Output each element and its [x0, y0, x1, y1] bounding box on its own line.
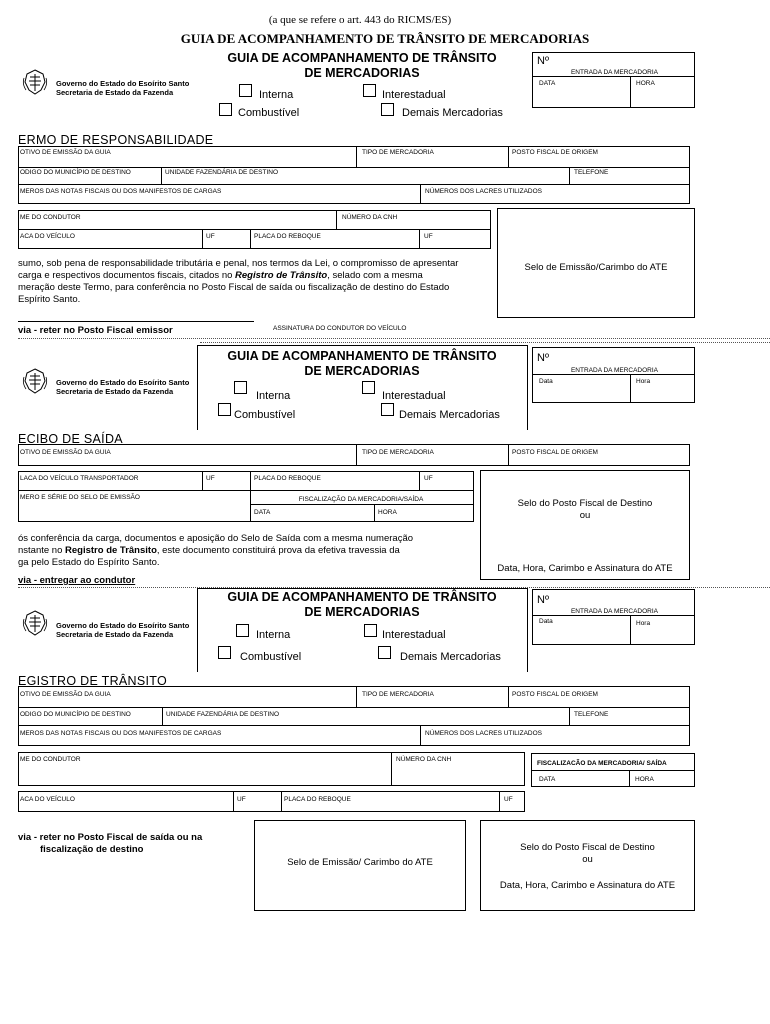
data-up-label-p3: DATA: [539, 776, 556, 783]
section-recibo-saida: ECIBO DE SAÍDA: [18, 432, 123, 446]
state-coat-of-arms-icon-3: [22, 609, 48, 637]
hora-label-p2: Hora: [636, 378, 651, 385]
interestadual-label: Interestadual: [382, 89, 446, 101]
row-placa-p3: [18, 791, 525, 812]
uf-label: UF: [206, 233, 215, 240]
tipo-label-p3: TIPO DE MERCADORIA: [362, 691, 434, 698]
interna-checkbox-p3[interactable]: [236, 624, 249, 637]
hora-label-p3: Hora: [636, 620, 651, 627]
selo-destino-line-3-p3: Data, Hora, Carimbo e Assinatura do ATE: [499, 880, 676, 891]
entrada-label-p2: ENTRADA DA MERCADORIA: [570, 367, 659, 374]
state-coat-of-arms-icon: [22, 68, 48, 96]
gov-line-2-p2: Secretaria de Estado da Fazenda: [56, 387, 174, 396]
termo-line-2c: , selado com a mesma: [327, 270, 423, 281]
demais-mercadorias-label-p2: Demais Mercadorias: [399, 409, 500, 421]
selo-emissao-label: Selo de Emissão/Carimbo do ATE: [524, 262, 668, 273]
data-label-p2: Data: [539, 378, 553, 385]
selo-destino-line-1-p3: Selo do Posto Fiscal de Destino: [520, 842, 655, 853]
entrada-label-p3: ENTRADA DA MERCADORIA: [570, 608, 659, 615]
motivo-label: OTIVO DE EMISSÃO DA GUIA: [20, 149, 111, 156]
guia-title-line-2-p3: DE MERCADORIAS: [304, 605, 420, 619]
assinatura-label: ASSINATURA DO CONDUTOR DO VEÍCULO: [273, 325, 407, 332]
notas-label: MEROS DAS NOTAS FISCAIS OU DOS MANIFESTOS DE CARGAS: [20, 188, 222, 195]
guia-title-line-2-p2: DE MERCADORIAS: [304, 364, 420, 378]
data-label-p3: Data: [539, 618, 553, 625]
guia-title-line-2: DE MERCADORIAS: [304, 66, 420, 80]
condutor-label-p3: ME DO CONDUTOR: [20, 756, 81, 763]
gov-line-1-p2: Governo do Estado do Esoírito Santo: [56, 378, 190, 387]
interestadual-label-p3: Interestadual: [382, 629, 446, 641]
recibo-paragraph: [18, 533, 474, 569]
codigo-label-p3: ODIGO DO MUNICÍPIO DE DESTINO: [20, 711, 131, 718]
interna-checkbox[interactable]: [239, 84, 252, 97]
uf-label-p3: UF: [237, 796, 246, 803]
placa-transportador-label: LACA DO VEÍCULO TRANSPORTADOR: [20, 475, 139, 482]
condutor-label: ME DO CONDUTOR: [20, 214, 81, 221]
demais-mercadorias-label: Demais Mercadorias: [402, 107, 503, 119]
interestadual-checkbox-p3[interactable]: [364, 624, 377, 637]
cnh-label-p3: NÚMERO DA CNH: [396, 756, 452, 763]
regulation-subtitle-text: (a que se refere o art. 443 do RICMS/ES): [268, 14, 452, 26]
uf-label-p2b: UF: [424, 475, 433, 482]
unidade-label-p3: UNIDADE FAZENDÁRIA DE DESTINO: [166, 711, 280, 718]
placa-reboque-label-p2: PLACA DO REBOQUE: [254, 475, 321, 482]
entrada-label: ENTRADA DA MERCADORIA: [570, 69, 659, 76]
hora-up-label-p3: HORA: [635, 776, 654, 783]
document-title: GUIA DE ACOMPANHAMENTO DE TRÂNSITO DE MERCADORIAS: [180, 31, 590, 46]
uf-label-2: UF: [424, 233, 433, 240]
state-coat-of-arms-icon-2: [22, 367, 48, 395]
data-label: DATA: [539, 80, 556, 87]
combustivel-checkbox-p2[interactable]: [218, 403, 231, 416]
interna-label-p3: Interna: [256, 629, 291, 641]
codigo-label: ODIGO DO MUNICÍPIO DE DESTINO: [20, 169, 131, 176]
posto-label-p2: POSTO FISCAL DE ORIGEM: [512, 449, 598, 456]
numero-label-p3: Nº: [537, 594, 549, 606]
selo-destino-line-2-p2: ou: [579, 510, 591, 521]
selo-destino-line-3-p2: Data, Hora, Carimbo e Assinatura do ATE: [497, 563, 673, 574]
placa-veiculo-label-p3: ACA DO VEÍCULO: [20, 796, 75, 803]
fiscalizacao-label-p3: FISCALIZACÃO DA MERCADORIA/ SAÍDA: [537, 760, 667, 767]
interna-label: Interna: [259, 89, 294, 101]
selo-emissao-numero-label: MERO E SÉRIE DO SELO DE EMISSÃO: [20, 494, 140, 501]
number-entry-box-p2: [532, 347, 695, 403]
demais-mercadorias-checkbox-p3[interactable]: [378, 646, 391, 659]
termo-line-2a: carga e respectivos documentos fiscais, citados no: [18, 270, 236, 281]
gov-line-2: Secretaria de Estado da Fazenda: [56, 88, 174, 97]
termo-line-2: [18, 270, 490, 282]
combustivel-label: Combustível: [238, 107, 300, 119]
combustivel-checkbox[interactable]: [219, 103, 232, 116]
recibo-line-2: [18, 545, 474, 557]
combustivel-label-p3: Combustível: [240, 651, 302, 663]
via-3-label-line-1: via - reter no Posto Fiscal de saída ou na: [18, 832, 203, 843]
termo-line-4: Espírito Santo.: [18, 294, 81, 305]
placa-reboque-label-p3: PLACA DO REBOQUE: [284, 796, 351, 803]
termo-paragraph: [18, 258, 490, 306]
via-3-label-line-2: fiscalização de destino: [40, 844, 144, 855]
posto-label-p3: POSTO FISCAL DE ORIGEM: [512, 691, 598, 698]
recibo-line-1: ós conferência da carga, documentos e aposição do Selo de Saída com a mesma numeração: [18, 533, 414, 544]
uf-label-p2: UF: [206, 475, 215, 482]
uf-label-p3b: UF: [504, 796, 513, 803]
row-condutor: [18, 210, 491, 230]
termo-line-3: meração deste Termo, para conferência no Posto Fiscal de saída ou fiscalização de destino do Estado: [18, 282, 450, 293]
via-2-label: via - entregar ao condutor: [18, 575, 136, 586]
cnh-label: NÚMERO DA CNH: [342, 214, 398, 221]
lacres-label-p3: NÚMEROS DOS LACRES UTILIZADOS: [425, 730, 543, 737]
motivo-label-p2: OTIVO DE EMISSÃO DA GUIA: [20, 449, 111, 456]
fiscalizacao-box-p3: [531, 753, 695, 787]
gov-line-2-p3: Secretaria de Estado da Fazenda: [56, 630, 174, 639]
section-termo-responsabilidade: ERMO DE RESPONSABILIDADE: [18, 133, 214, 147]
recibo-line-3: ga pelo Estado do Espírito Santo.: [18, 557, 160, 568]
fiscalizacao-saida-label: FISCALIZAÇÃO DA MERCADORIA/SAÍDA: [298, 496, 424, 503]
hora-label: HORA: [636, 80, 655, 87]
section-registro-transito: EGISTRO DE TRÂNSITO: [18, 674, 168, 688]
termo-line-2b: Registro de Trânsito: [235, 270, 328, 281]
combustivel-label-p2: Combustível: [234, 409, 296, 421]
demais-mercadorias-checkbox-p2[interactable]: [381, 403, 394, 416]
interna-label-p2: Interna: [256, 390, 291, 402]
placa-reboque-label: PLACA DO REBOQUE: [254, 233, 321, 240]
tipo-label-p2: TIPO DE MERCADORIA: [362, 449, 434, 456]
unidade-label: UNIDADE FAZENDÁRIA DE DESTINO: [165, 169, 279, 176]
placa-veiculo-label: ACA DO VEÍCULO: [20, 233, 75, 240]
selo-destino-line-1-p2: Selo do Posto Fiscal de Destino: [517, 498, 653, 509]
gov-line-1: Governo do Estado do Esoírito Santo: [56, 79, 190, 88]
numero-label-p2: Nº: [537, 352, 549, 364]
selo-destino-line-2-p3: ou: [582, 854, 593, 865]
motivo-label-p3: OTIVO DE EMISSÃO DA GUIA: [20, 691, 111, 698]
interestadual-checkbox[interactable]: [363, 84, 376, 97]
notas-label-p3: MEROS DAS NOTAS FISCAIS OU DOS MANIFESTOS DE CARGAS: [20, 730, 222, 737]
tipo-label: TIPO DE MERCADORIA: [362, 149, 434, 156]
telefone-label-p3: TELEFONE: [574, 711, 609, 718]
demais-mercadorias-label-p3: Demais Mercadorias: [400, 651, 501, 663]
via-1-label: via - reter no Posto Fiscal emissor: [18, 325, 173, 336]
number-entry-box: [532, 52, 695, 108]
interestadual-label-p2: Interestadual: [382, 390, 446, 402]
guia-title-line-1: GUIA DE ACOMPANHAMENTO DE TRÂNSITO: [227, 51, 497, 65]
demais-mercadorias-checkbox[interactable]: [381, 103, 394, 116]
gov-line-1-p3: Governo do Estado do Esoírito Santo: [56, 621, 190, 630]
guia-title-line-1-p3: GUIA DE ACOMPANHAMENTO DE TRÂNSITO: [227, 590, 497, 604]
recibo-line-2b: Registro de Trânsito: [65, 545, 157, 556]
telefone-label: TELEFONE: [574, 169, 609, 176]
combustivel-checkbox-p3[interactable]: [218, 646, 231, 659]
selo-emissao-label-p3: Selo de Emissão/ Carimbo do ATE: [287, 857, 433, 868]
numero-label: Nº: [537, 55, 549, 67]
lacres-label: NÚMEROS DOS LACRES UTILIZADOS: [425, 188, 543, 195]
recibo-line-2c: , este documento constituirá prova da efetiva travessia da: [156, 545, 400, 556]
interestadual-checkbox-p2[interactable]: [362, 381, 375, 394]
guia-title-line-1-p2: GUIA DE ACOMPANHAMENTO DE TRÂNSITO: [227, 349, 497, 363]
posto-label: POSTO FISCAL DE ORIGEM: [512, 149, 598, 156]
regulation-subtitle: [150, 14, 570, 26]
interna-checkbox-p2[interactable]: [234, 381, 247, 394]
termo-line-1: sumo, sob pena de responsabilidade tributária e penal, nos termos da Lei, o compromisso de apresentar: [18, 258, 459, 269]
data-up-label-p2: DATA: [254, 509, 271, 516]
recibo-line-2a: nstante no: [18, 545, 66, 556]
hora-up-label-p2: HORA: [378, 509, 397, 516]
number-entry-box-p3: [532, 589, 695, 645]
